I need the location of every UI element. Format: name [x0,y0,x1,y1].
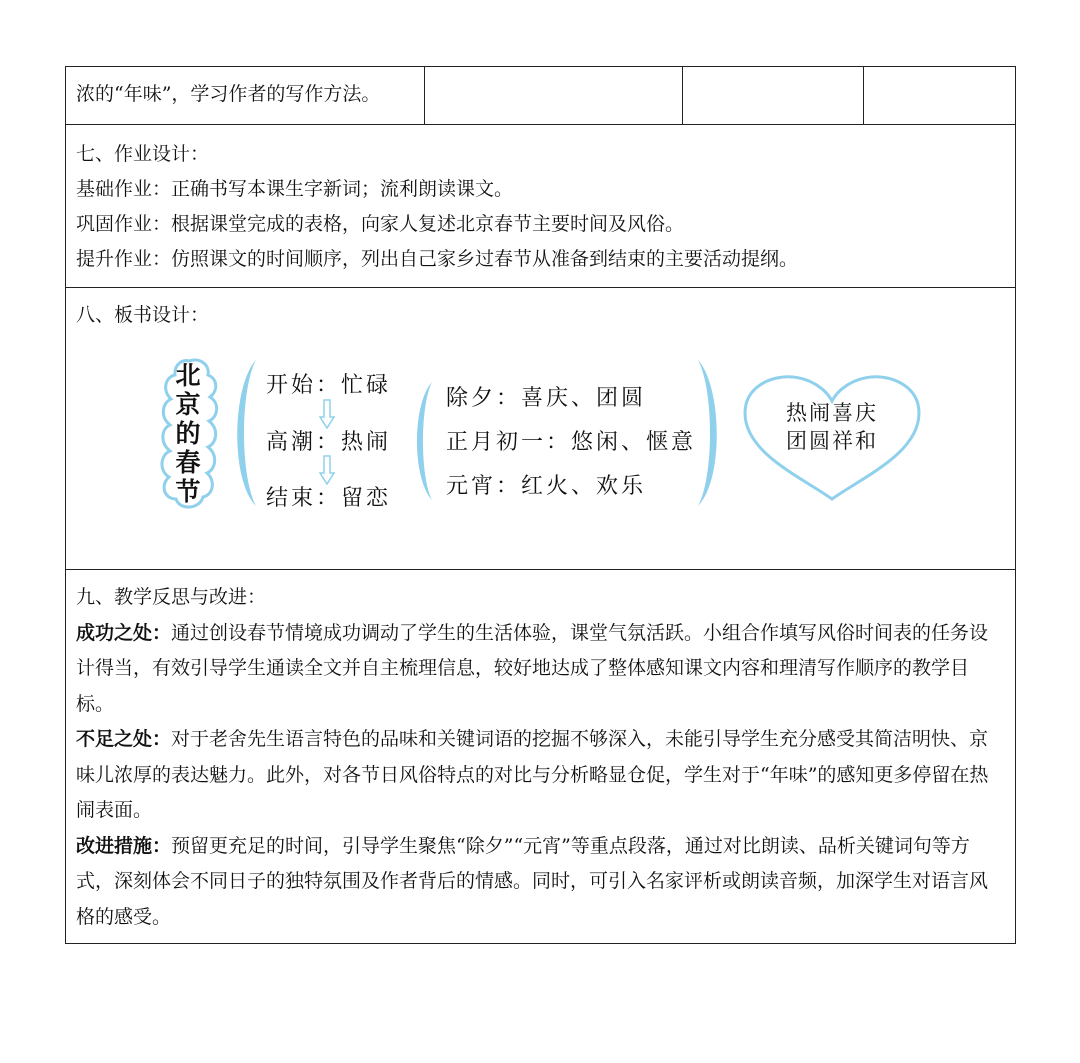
success-text: 通过创设春节情境成功调动了学生的生活体验，课堂气氛活跃。小组合作填写风俗时间表的任务设计得当，有效引导学生通读全文并自主梳理信息，较好地达成了整体感知课文内容和理清写作顺序的教学目标。 [76,621,989,715]
stage-end: 结束：留恋 [266,486,392,511]
reflection-section [66,570,1015,943]
improve-label: 改进措施： [76,834,172,857]
reflection-heading: 九、教学反思与改进： [76,586,267,608]
weak-label: 不足之处： [76,728,172,750]
board-heading: 八、板书设计： [76,304,210,326]
homework-line-advanced: 提升作业：仿照课文的时间顺序，列出自己家乡过春节从准备到结束的主要活动提纲。 [76,248,799,270]
homework-line-basic: 基础作业：正确书写本课生字新词；流利朗读课文。 [76,178,514,200]
cloud-char: 的 [175,419,201,448]
cloud-char: 节 [175,477,201,506]
stage-start: 开始：忙碌 [266,373,392,398]
top-row-cell-empty-1 [425,67,683,124]
top-row-cell-empty-3 [864,67,1015,124]
left-bracket [226,358,260,508]
heart-summary [762,399,902,455]
table-row-top [66,67,1015,125]
top-row-cell-empty-2 [683,67,864,124]
reflection-success [76,616,1005,723]
middle-bracket [408,380,434,502]
top-row-cell-text: 浓的“年味”，学习作者的写作方法。 [66,67,425,124]
right-bracket [694,358,728,508]
cloud-char: 北 [175,361,201,390]
homework-heading: 七、作业设计： [76,143,210,165]
day-chuyi: 正月初一：悠闲、惬意 [446,430,697,455]
cloud-char: 春 [175,448,201,477]
day-chuxi: 除夕：喜庆、团圆 [446,386,647,411]
board-design-section [66,288,1015,570]
homework-section [66,125,1015,288]
weak-text: 对于老舍先生语言特色的品味和关键词语的挖掘不够深入，未能引导学生充分感受其简洁明快、京味儿浓厚的表达魅力。此外，对各节日风俗特点的对比与分析略显仓促，学生对于“年味”的感知更多停留在热闹表面。 [76,728,989,821]
improve-text: 预留更充足的时间，引导学生聚焦“除夕”“元宵”等重点段落，通过对比朗读、品析关键词句等方式，深刻体会不同日子的独特氛围及作者背后的情感。同时，可引入名家评析或朗读音频，加深学生对语言风格的感受。 [76,834,989,928]
homework-line-consolidate: 巩固作业：根据课堂完成的表格，向家人复述北京春节主要时间及风俗。 [76,213,685,235]
stage-climax: 高潮：热闹 [266,430,392,455]
heart-line: 团圆祥和 [786,429,878,453]
cloud-char: 京 [175,390,201,419]
heart-line: 热闹喜庆 [786,401,878,425]
cloud-title [170,361,206,506]
reflection-improvement [76,829,1005,936]
reflection-weakness [76,722,1005,829]
success-label: 成功之处： [76,621,172,644]
day-yuanxiao: 元宵：红火、欢乐 [446,474,647,499]
lesson-plan-table [65,66,1016,944]
